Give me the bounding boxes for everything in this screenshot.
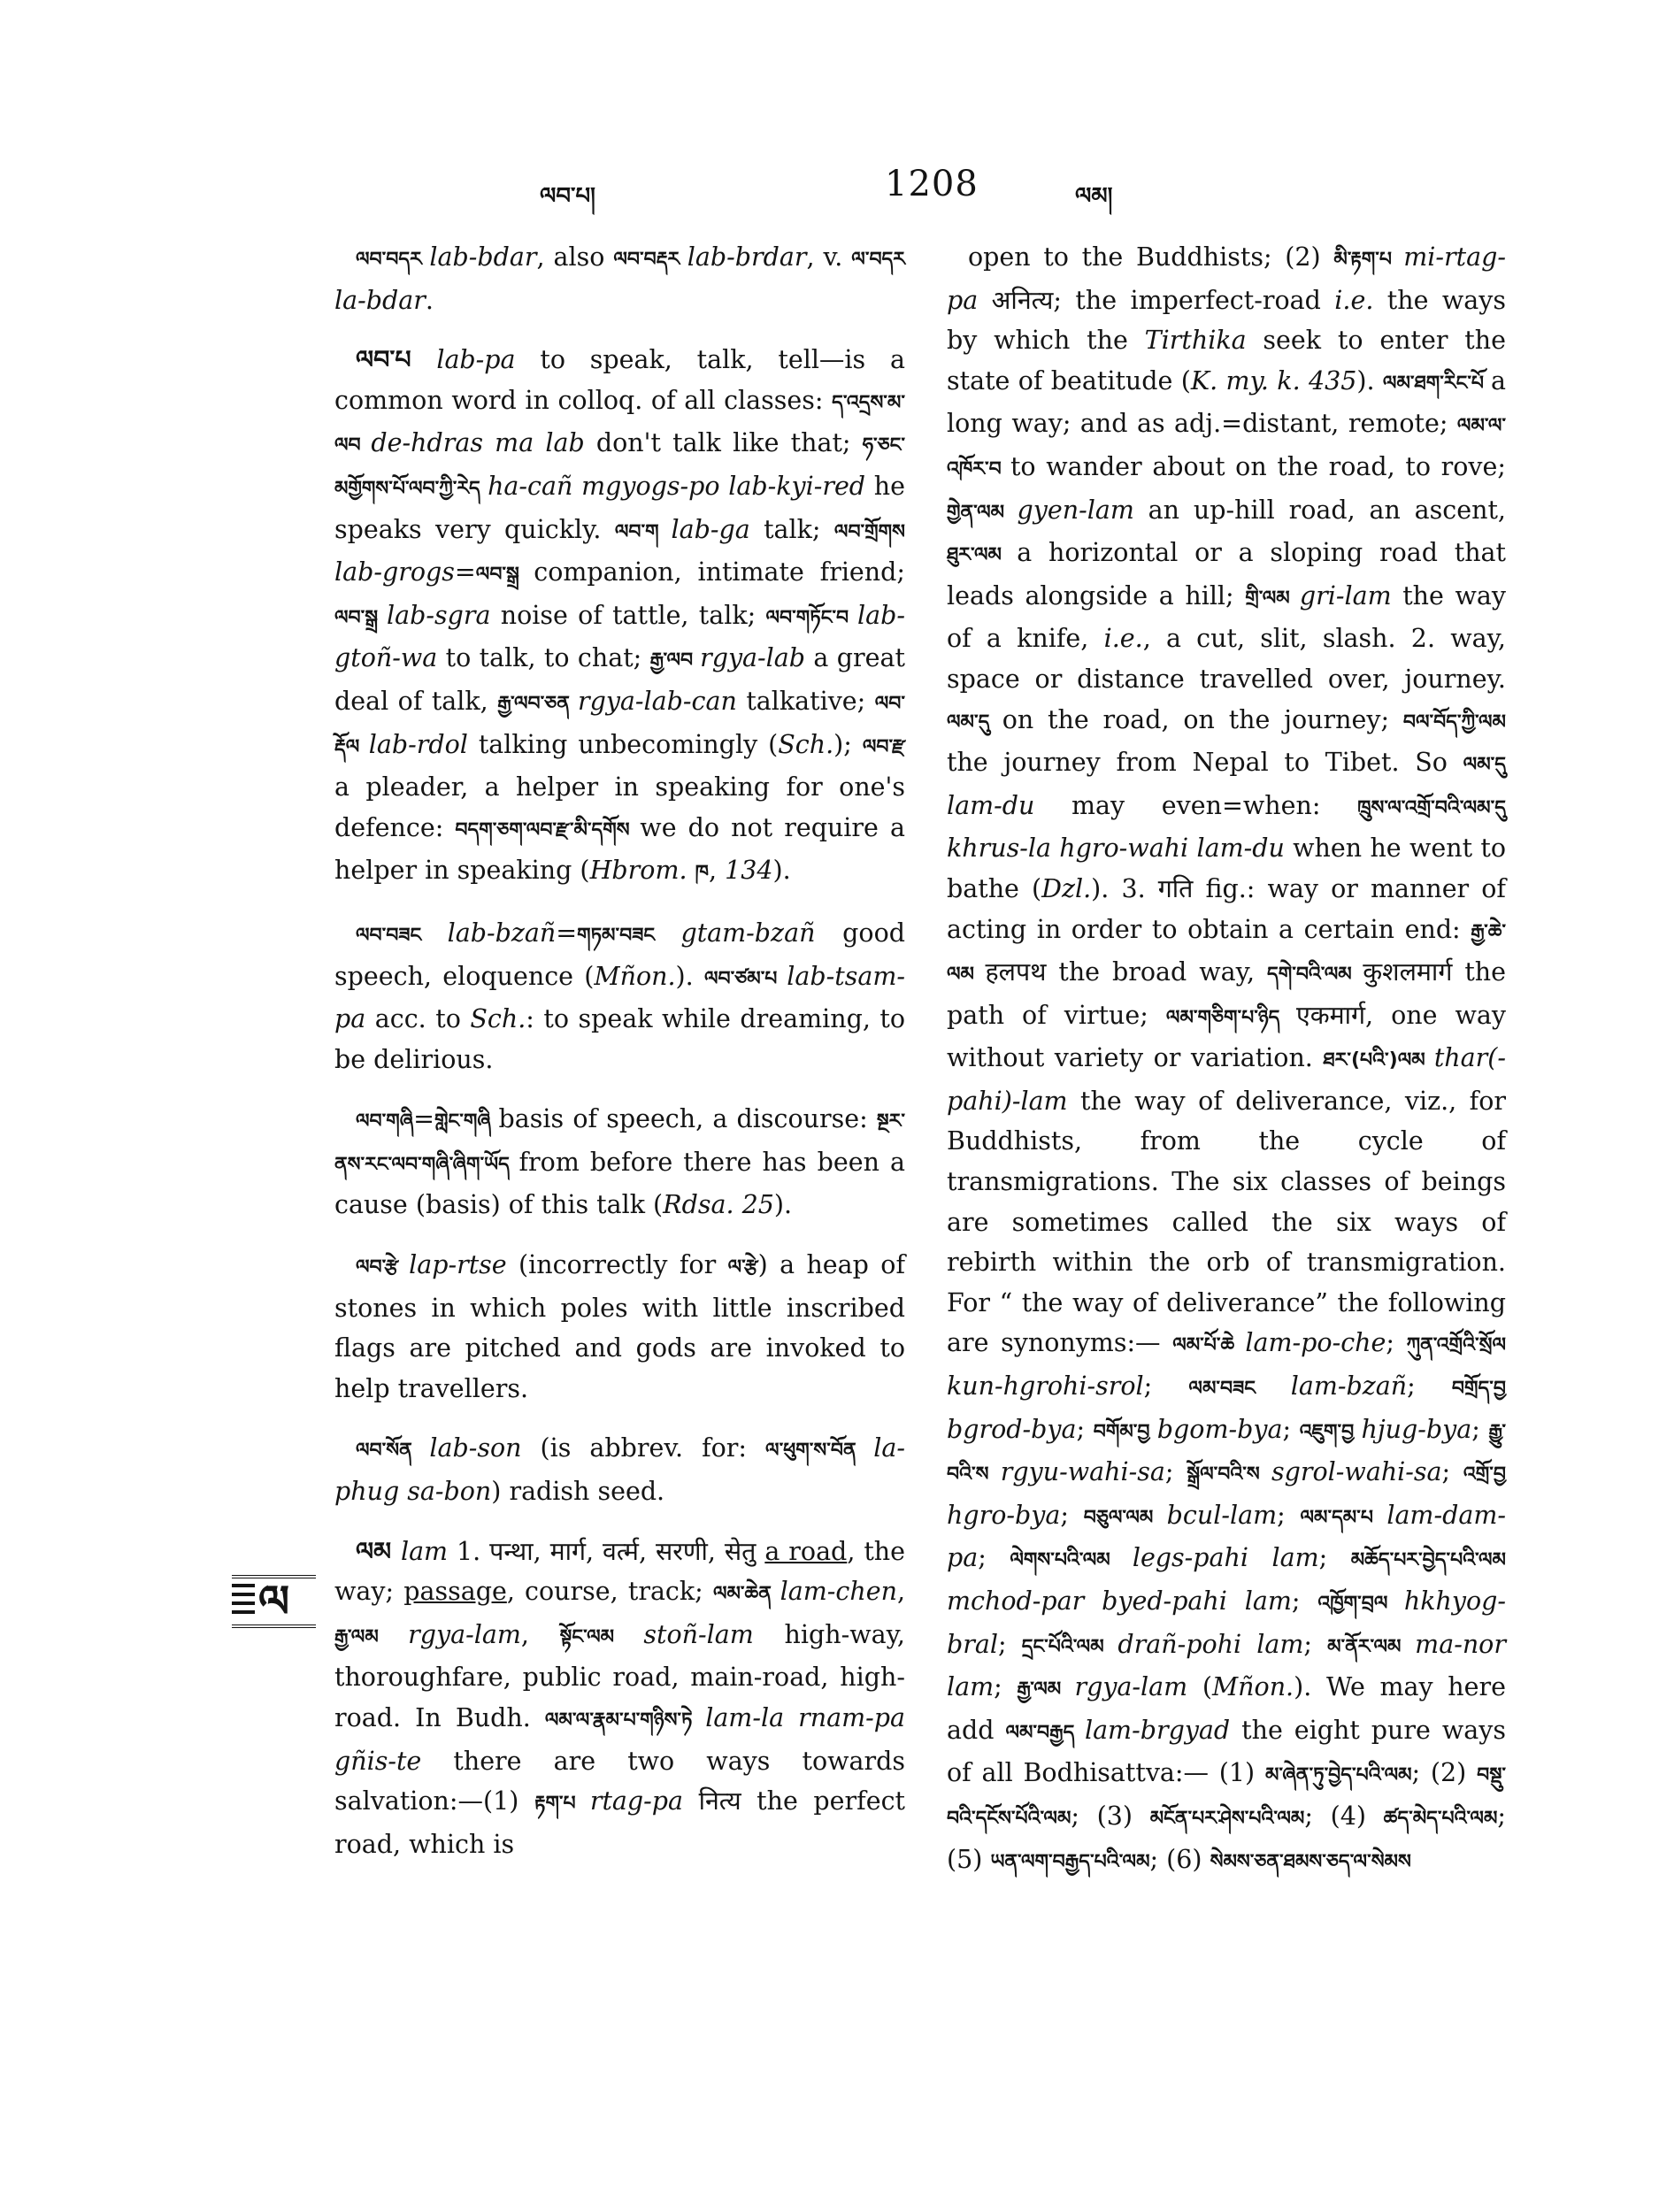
definition-text: एकमार्ग, one way without variety or variation. xyxy=(947,1000,1507,1073)
tibetan-text: རྒྱ་ལམ xyxy=(334,1625,409,1648)
definition-text: ( xyxy=(1187,1672,1212,1702)
definition-text: open to the Buddhists; (2) xyxy=(968,242,1334,272)
definition-text: ); xyxy=(833,729,863,759)
transliteration: Mñon. xyxy=(1212,1672,1294,1702)
transliteration: lab-bdar xyxy=(429,242,537,272)
page-header xyxy=(0,164,1659,208)
tibetan-text: དགེ་བའི་ལམ xyxy=(1266,964,1363,987)
definition-text: an up-hill road, an ascent, xyxy=(1133,495,1506,525)
dictionary-entry-lap-rtse xyxy=(334,1245,905,1409)
tibetan-text: ལ་རྩེ xyxy=(727,1256,758,1279)
definition-text: ). xyxy=(773,1190,793,1220)
tibetan-text: རྒྱ་ལམ xyxy=(1017,1678,1075,1701)
tibetan-text: དྲང་པོའི་ལམ xyxy=(1021,1635,1118,1658)
transliteration: bcul-lam xyxy=(1166,1500,1278,1530)
thumb-index-bars xyxy=(232,1584,255,1619)
tibetan-text: ལམ་དུ xyxy=(1463,754,1506,777)
dictionary-entry-lam xyxy=(334,1532,905,1865)
definition-text: ). xyxy=(772,856,791,886)
definition-text: , also xyxy=(536,242,614,272)
definition-text: , xyxy=(709,856,726,886)
definition-text: 1. पन्था, मार्ग, वर्त्म, सरणी, सेतु xyxy=(448,1536,765,1566)
definition-text: ; xyxy=(978,1543,1010,1573)
tibetan-text: ལམ་དམ་པ xyxy=(1300,1506,1387,1529)
tibetan-text: བལ་བོད་ཀྱི་ལམ xyxy=(1402,710,1506,733)
tibetan-text: ལ་བདར xyxy=(851,249,905,271)
transliteration: la-phug sa-bon xyxy=(334,1433,905,1507)
tibetan-text: ཚད་མེད་པའི་ལམ xyxy=(1383,1807,1498,1830)
definition-text: ; xyxy=(1471,1414,1489,1444)
transliteration: sgrol-wahi-sa xyxy=(1271,1457,1442,1487)
definition-text: ; xyxy=(1386,1328,1407,1358)
transliteration: Sch. xyxy=(778,729,834,759)
tibetan-text: ལབ་སྒྲ xyxy=(334,606,387,629)
tibetan-text: ལབ་སྒྲ xyxy=(475,564,534,587)
tibetan-text: ལབ་བརྡར xyxy=(613,249,687,271)
definition-text: , course, track; xyxy=(506,1577,713,1607)
transliteration: lam-bzañ xyxy=(1290,1371,1408,1402)
tibetan-text: བགྲོད་བྱ xyxy=(1451,1378,1506,1401)
definition-text: the way of deliverance, viz., for Buddhists, from the cycle of transmigrations. The six classes of beings are sometimes called the six ways of rebirth within the orb of transmigration. For “ the way of deliverance” the following are synonyms:— xyxy=(947,1086,1506,1358)
transliteration: rgya-lam xyxy=(408,1619,521,1649)
tibetan-text: བདག་ཅག་ལབ་རྫ་མི་དགོས xyxy=(455,818,641,841)
transliteration: 134 xyxy=(725,856,773,886)
tibetan-text: བཅུལ་ལམ xyxy=(1083,1506,1167,1529)
definition-text: seek to enter the state of beatitude ( xyxy=(947,326,1506,396)
definition-text: ). We may here add xyxy=(947,1672,1506,1745)
definition-text: ; (5) xyxy=(947,1801,1507,1874)
definition-text: अनित्य; the imperfect-road xyxy=(978,285,1335,315)
transliteration: kun-hgrohi-srol xyxy=(947,1371,1144,1402)
definition-text: high-way, thoroughfare, public road, main-road, high-road. In Budh. xyxy=(334,1619,905,1732)
transliteration: lab-pa xyxy=(436,345,516,375)
transliteration: lap-rtse xyxy=(409,1250,507,1280)
definition-text: to wander about on the road, to rove; xyxy=(1010,451,1506,481)
transliteration: lam-po-che xyxy=(1245,1328,1386,1358)
definition-text: companion, intimate friend; xyxy=(534,557,905,588)
tibetan-text: འཇུག་བྱ xyxy=(1299,1420,1362,1443)
definition-text: acc. to xyxy=(365,1004,471,1034)
transliteration: lab-rdol xyxy=(368,729,468,759)
definition-text: ). 3. गति fig.: way or manner of acting in order to obtain a certain end: xyxy=(947,873,1506,944)
transliteration: rgyu-wahi-sa xyxy=(1000,1457,1165,1487)
tibetan-text: ལམ་ལ་འཁོར་བ xyxy=(947,415,1506,480)
definition-text: = xyxy=(556,918,578,948)
definition-text: ; (6) xyxy=(1149,1844,1210,1874)
dictionary-entry-lab-bdar xyxy=(334,237,905,320)
dictionary-entry-lam-cont xyxy=(947,237,1506,1882)
definition-text: the journey from Nepal to Tibet. So xyxy=(947,748,1463,778)
tibetan-text: གླེང་གཞི xyxy=(434,1110,499,1133)
transliteration: lab-bzañ xyxy=(447,918,557,948)
tibetan-text: ལབ་རྩེ xyxy=(356,1256,410,1279)
definition-text: . xyxy=(425,285,434,315)
tibetan-text: སེམས་ཅན་ཐམས་ཅད་ལ་སེམས xyxy=(1210,1850,1411,1873)
transliteration: Hbrom. xyxy=(589,856,695,886)
transliteration: lam-brgyad xyxy=(1084,1715,1231,1745)
definition-text: हलपथ the broad way, xyxy=(985,957,1267,987)
definition-text: the way of a knife, xyxy=(947,580,1506,654)
transliteration: lab-tsam-pa xyxy=(334,961,905,1034)
tibetan-text: ལབ་ཙམ་པ xyxy=(704,967,787,990)
definition-text: ) radish seed. xyxy=(491,1477,665,1507)
definition-text: ; xyxy=(1076,1414,1094,1444)
transliteration: bgom-bya xyxy=(1156,1414,1283,1444)
transliteration: Mñon. xyxy=(594,961,676,991)
page-number: 1208 xyxy=(885,164,979,204)
definition-text: , a cut, slit, slash. 2. way, space or distance travelled over, journey. xyxy=(947,624,1506,694)
definition-text: the ways by which the xyxy=(947,285,1506,356)
definition-text: ; xyxy=(1143,1371,1189,1402)
definition-text: a horizontal or a sloping road that leads alongside a hill; xyxy=(947,538,1506,611)
transliteration: lam-chen xyxy=(780,1577,897,1607)
definition-text: from before there has been a cause (basis) of this talk ( xyxy=(334,1147,905,1220)
tibetan-text: མཆོད་པར་བྱེད་པའི་ལམ xyxy=(1350,1549,1506,1572)
definition-text: he speaks very quickly. xyxy=(334,471,905,544)
definition-text: ; xyxy=(1282,1414,1300,1444)
transliteration: lab-ga xyxy=(671,514,750,544)
tibetan-text: ལམ་ཆེན xyxy=(712,1583,780,1606)
dictionary-entry-lab-bzan xyxy=(334,913,905,1079)
definition-text: (is abbrev. for: xyxy=(521,1433,766,1463)
tibetan-text: ཁ xyxy=(695,862,709,885)
definition-text: ; xyxy=(1303,1629,1328,1659)
definition-text: ; xyxy=(1441,1457,1463,1487)
tibetan-text: མི་རྟག་པ xyxy=(1333,249,1404,271)
transliteration: khrus-la hgro-wahi lam-du xyxy=(947,833,1285,864)
tibetan-text: ལབ་གཞི xyxy=(356,1110,414,1133)
transliteration: rgya-lab xyxy=(700,643,806,673)
definition-text: basis of speech, a discourse: xyxy=(498,1104,877,1134)
transliteration: lam-dam-pa xyxy=(947,1500,1506,1573)
definition-text: may even=when: xyxy=(1034,790,1358,820)
tibetan-text: ལབ་གྲོགས xyxy=(833,520,905,543)
definition-text: : to speak while dreaming, to be delirious. xyxy=(334,1004,905,1074)
tibetan-text: ལབ་སོན xyxy=(356,1440,430,1463)
transliteration: ha-cañ mgyogs-po lab-kyi-red xyxy=(488,471,866,501)
definition-text: a pleader, a helper in speaking for one's defence: xyxy=(334,772,905,842)
right-column xyxy=(947,237,1506,1901)
transliteration: lab-son xyxy=(429,1433,522,1463)
tibetan-text: བགོམ་བྱ xyxy=(1093,1420,1157,1443)
transliteration: lam-du xyxy=(947,790,1035,820)
tibetan-text: ལབ་བདར xyxy=(356,249,430,271)
transliteration: lab-grogs xyxy=(334,557,455,588)
definition-text: ; xyxy=(997,1629,1022,1659)
tibetan-text: ལབ་བཟང xyxy=(356,924,448,947)
transliteration: lam-la rnam-pa gñis-te xyxy=(334,1703,905,1776)
transliteration: lab-sgra xyxy=(386,600,491,630)
tibetan-text: གྲི་ལམ xyxy=(1245,587,1300,610)
dictionary-entry-lab-gzhi xyxy=(334,1099,905,1225)
tibetan-text: ད་འདྲས་མ་ལབ xyxy=(334,391,905,457)
underlined-text: a road xyxy=(764,1536,848,1566)
definition-text: ; xyxy=(1277,1500,1301,1530)
tibetan-text: ཐར་(པའི་)ལམ xyxy=(1323,1049,1434,1072)
tibetan-text: མ་ཞེན་ཏུ་བྱེད་པའི་ལམ xyxy=(1264,1764,1412,1787)
definition-text: talk; xyxy=(749,514,834,544)
definition-text: ; (3) xyxy=(1071,1801,1150,1831)
transliteration: mi-rtag-pa xyxy=(947,242,1506,315)
header-left-guideword: ལབ་པ། xyxy=(540,183,595,210)
tibetan-text: རྒྱ་ཆེ་ལམ xyxy=(947,920,1506,987)
tibetan-text: ལམ་པོ་ཆེ xyxy=(1172,1334,1246,1357)
tibetan-text: ལབ་རྫ xyxy=(862,735,905,758)
headword: ལབ་པ xyxy=(356,344,437,375)
tibetan-text: ཁྲུས་ལ་འགྲོ་བའི་ལམ་དུ xyxy=(1357,796,1506,819)
transliteration: thar(-pahi)-lam xyxy=(947,1043,1506,1116)
tibetan-text: ལམ་ལ་རྣམ་པ་གཉིས་ཏེ xyxy=(544,1709,706,1732)
tibetan-text: འཁྱོག་བྲལ xyxy=(1317,1593,1404,1615)
definition-text: कुशलमार्ग the path of virtue; xyxy=(947,957,1507,1030)
definition-text: ). xyxy=(675,961,704,991)
definition-text: , xyxy=(520,1619,560,1649)
tibetan-text: ལམ་དུ xyxy=(947,710,1002,733)
transliteration: Dzl. xyxy=(1041,873,1092,903)
tibetan-text: གཏམ་བཟང xyxy=(577,924,681,947)
transliteration: ma-nor lam xyxy=(947,1629,1506,1702)
transliteration: Rdsa. 25 xyxy=(663,1190,774,1220)
definition-text: ; xyxy=(1291,1586,1318,1616)
definition-text: talking unbecomingly ( xyxy=(467,729,779,759)
left-column xyxy=(334,237,905,1884)
headword: ལམ xyxy=(356,1535,401,1566)
definition-text: , xyxy=(896,1577,906,1607)
definition-text: ; xyxy=(994,1672,1018,1702)
definition-text: ; (4) xyxy=(1304,1801,1384,1831)
definition-text: नित्य the perfect road, which is xyxy=(334,1786,905,1859)
tibetan-text: གྱེན་ལམ xyxy=(947,501,1018,524)
definition-text: ; xyxy=(1164,1457,1187,1487)
tibetan-text: ལབ་རྡོལ xyxy=(334,692,905,758)
definition-text: ; xyxy=(1318,1543,1351,1573)
tibetan-text: རྒྱ་ལབ xyxy=(649,649,701,672)
definition-text: a great deal of talk, xyxy=(334,643,905,716)
transliteration: rtag-pa xyxy=(589,1786,684,1816)
definition-text: = xyxy=(413,1104,435,1134)
transliteration: gri-lam xyxy=(1299,580,1392,611)
definition-text: a long way; and as adj.=distant, remote; xyxy=(947,365,1506,439)
tibetan-text: ཐུར་ལམ xyxy=(947,544,1018,567)
definition-text: on the road, on the journey; xyxy=(1002,704,1403,734)
transliteration: stoñ-lam xyxy=(643,1619,754,1649)
tibetan-text: སྒྲོལ་བའི་ས xyxy=(1187,1463,1272,1486)
definition-text: ; xyxy=(1407,1371,1452,1402)
definition-text: when he went to bathe ( xyxy=(947,833,1506,903)
transliteration: K. my. k. 435 xyxy=(1190,365,1357,396)
transliteration: gyen-lam xyxy=(1017,495,1134,525)
transliteration: hgro-bya xyxy=(947,1500,1061,1530)
transliteration: lab-gtoñ-wa xyxy=(334,600,905,673)
definition-text: good speech, eloquence ( xyxy=(334,918,905,991)
definition-text: talkative; xyxy=(736,686,875,716)
transliteration: bgrod-bya xyxy=(947,1414,1077,1444)
transliteration: hkhyog-bral xyxy=(947,1586,1506,1659)
definition-text: to talk, to chat; xyxy=(437,643,650,673)
dictionary-entry-lab-son xyxy=(334,1428,905,1511)
tibetan-text: ལམ་བཟང xyxy=(1188,1378,1291,1401)
definition-text: ). xyxy=(1356,365,1383,396)
dictionary-entry-lab-pa xyxy=(334,340,905,894)
tibetan-text: མ་ནོར་ལམ xyxy=(1327,1635,1416,1658)
transliteration: lab-brdar xyxy=(687,242,807,272)
transliteration: gtam-bzañ xyxy=(680,918,816,948)
tibetan-text: རྟག་པ xyxy=(534,1793,590,1816)
tibetan-text: ལབ་གཏོང་བ xyxy=(765,606,858,629)
underlined-text: passage xyxy=(403,1577,507,1607)
tibetan-text: བསྡུ་བའི་དངོས་པོའི་ལམ xyxy=(947,1764,1507,1830)
transliteration: lam xyxy=(400,1536,449,1566)
definition-text: to speak, talk, tell—is a common word in colloq. of all classes: xyxy=(334,345,905,415)
transliteration: drañ-pohi lam xyxy=(1118,1629,1304,1659)
definition-text: don't talk like that; xyxy=(584,428,863,458)
tibetan-text: ཡན་ལག་བརྒྱད་པའི་ལམ xyxy=(990,1850,1150,1873)
transliteration: i.e. xyxy=(1103,624,1143,654)
tibetan-text: ལམ་གཅིག་པ་ཉིད xyxy=(1165,1006,1296,1029)
definition-text: ; (2) xyxy=(1411,1758,1478,1788)
definition-text: ; xyxy=(1060,1500,1084,1530)
transliteration: de-hdras ma lab xyxy=(371,428,585,458)
tibetan-text: སྟོང་ལམ xyxy=(559,1625,644,1648)
tibetan-text: རྒྱ་ལབ་ཅན xyxy=(497,692,578,715)
margin-thumb-index xyxy=(232,1575,316,1628)
transliteration: hjug-bya xyxy=(1361,1414,1472,1444)
definition-text: , the way; xyxy=(334,1536,905,1607)
definition-text: noise of tattle, talk; xyxy=(490,600,766,630)
tibetan-text: ལ་ཕུག་ས་བོན xyxy=(765,1440,874,1463)
transliteration: Tirthika xyxy=(1144,326,1247,356)
definition-text: ) a heap of stones in which poles with little inscribed flags are pitched and gods are invoked to help travellers. xyxy=(334,1250,905,1403)
transliteration: mchod-par byed-pahi lam xyxy=(947,1586,1292,1616)
transliteration: i.e. xyxy=(1334,285,1374,315)
tibetan-text: ལམ་བརྒྱད xyxy=(1005,1721,1085,1744)
tibetan-text: རྒྱུ་བའི་ས xyxy=(947,1420,1506,1486)
definition-text: = xyxy=(454,557,476,588)
tibetan-text: ལེགས་པའི་ལམ xyxy=(1010,1549,1133,1572)
tibetan-text: ལབ་ག xyxy=(614,520,672,543)
tibetan-text: ཧ་ཅང་མགྱོགས་པོ་ལབ་ཀྱི་རེད xyxy=(334,434,905,500)
tibetan-text: འགྲོ་བྱ xyxy=(1463,1463,1506,1486)
definition-text: the eight pure ways of all Bodhisattva:— (1) xyxy=(947,1715,1506,1788)
transliteration: legs-pahi lam xyxy=(1132,1543,1319,1573)
tibetan-text: སྔར་ནས་རང་ལབ་གཞི་ཞིག་ཡོད xyxy=(334,1110,905,1176)
definition-text: (incorrectly for xyxy=(506,1250,728,1280)
definition-text: we do not require a helper in speaking ( xyxy=(334,812,905,886)
header-right-guideword: ལམ། xyxy=(1075,183,1113,210)
tibetan-text: ལམ་ཐག་རིང་པོ xyxy=(1382,372,1491,395)
transliteration: Sch. xyxy=(470,1004,526,1034)
tibetan-text: ཀུན་འགྲོའི་སྲོལ xyxy=(1406,1334,1506,1357)
definition-text: there are two ways towards salvation:—(1) xyxy=(334,1746,905,1816)
transliteration: la-bdar xyxy=(334,285,426,315)
transliteration: rgya-lab-can xyxy=(577,686,737,716)
definition-text: , v. xyxy=(806,242,852,272)
tibetan-text: མངོན་པར་ཤེས་པའི་ལམ xyxy=(1149,1807,1305,1830)
transliteration: rgya-lam xyxy=(1074,1672,1188,1702)
margin-letter-glyph: ལ xyxy=(257,1576,290,1627)
